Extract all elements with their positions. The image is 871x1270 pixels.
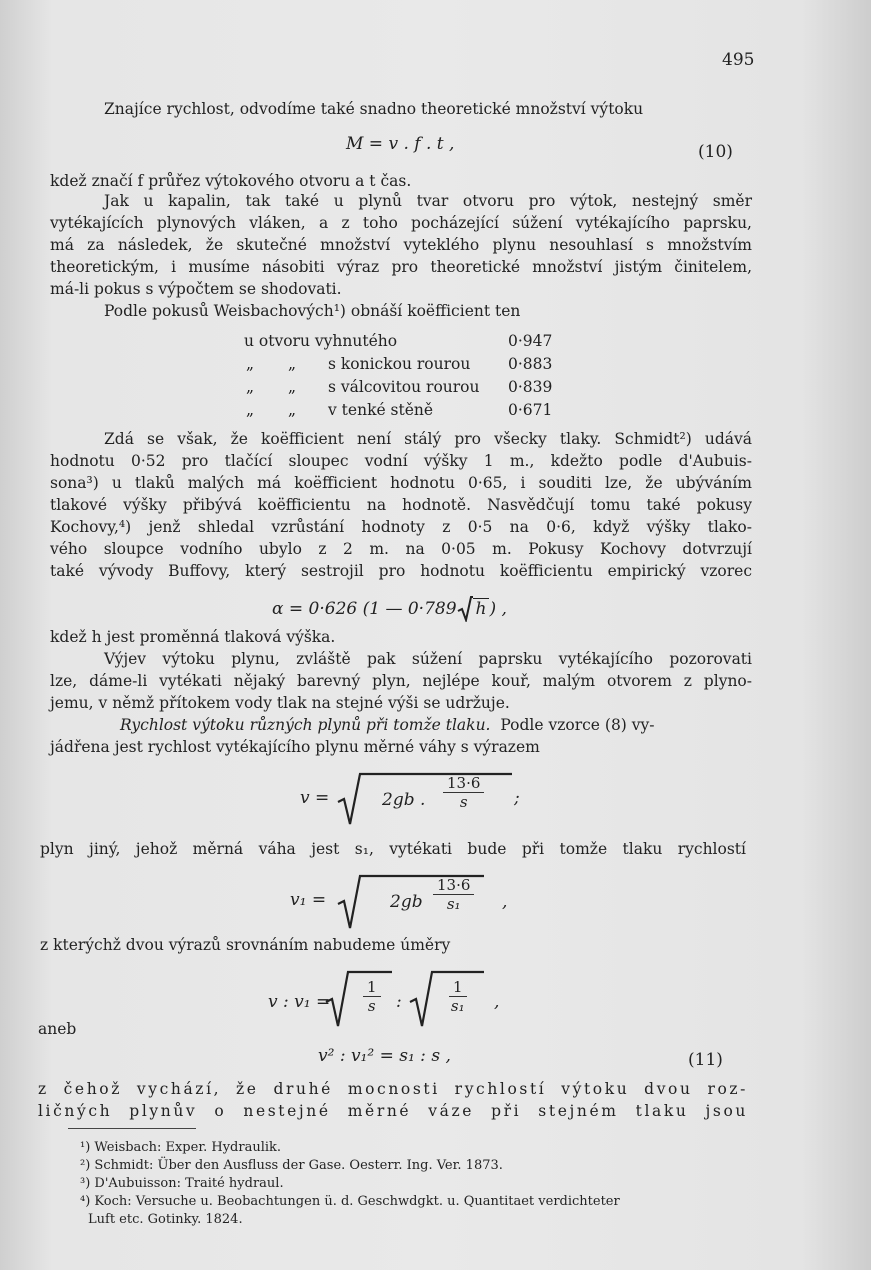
text-line: jádřena jest rychlost vytékajícího plynu měrné váhy s výrazem <box>50 738 540 756</box>
text-line: lze, dáme-li vytékati nějaký barevný plyn, nejlépe kouř, malým otvorem z plyno- <box>50 672 752 690</box>
table-ditto: „ <box>288 378 297 396</box>
text-line: má za následek, že skutečné množství vyteklého plynu nesouhlasí s množstvím <box>50 236 752 254</box>
table-row: u otvoru vyhnutého <box>244 332 398 350</box>
table-value: 0·947 <box>508 332 553 350</box>
footnote: Luft etc. Gotinky. 1824. <box>88 1212 243 1227</box>
equation-number-10: (10) <box>698 142 733 162</box>
text-line: Podle pokusů Weisbachových¹) obnáší koëfficient ten <box>104 302 521 320</box>
equation-number-11: (11) <box>688 1050 723 1070</box>
text-line: vého sloupce vodního ubylo z 2 m. na 0·05 m. Pokusy Kochovy dotvrzují <box>50 540 752 558</box>
text-line: z čehož vychází, že druhé mocnosti rychlostí výtoku dvou roz- <box>38 1080 748 1098</box>
text-line: má-li pokus s výpočtem se shodovati. <box>50 280 342 298</box>
table-desc: s válcovitou rourou <box>328 378 480 396</box>
text-line: Kochovy,⁴) jenž shledal vzrůstání hodnoty z 0·5 na 0·6, když výšky tlako- <box>50 518 752 536</box>
text-line: plyn jiný, jehož měrná váha jest s₁, vytékati bude při tomže tlaku rychlostí <box>40 840 746 858</box>
text-line: také vývody Buffovy, který sestrojil pro hodnotu koëfficientu empirický vzorec <box>50 562 752 580</box>
text-line: jemu, v němž přítokem vody tlak na stejné výši se udržuje. <box>50 694 510 712</box>
section-heading: Rychlost výtoku různých plynů při tomže tlaku. <box>120 716 491 734</box>
text-line: Zdá se však, že koëfficient není stálý pro všecky tlaky. Schmidt²) udává <box>104 430 752 448</box>
text-line: tlakové výšky přibývá koëfficientu na hodnotě. Nasvědčují tomu také pokusy <box>50 496 752 514</box>
radical-sign <box>408 968 488 1028</box>
radical-sign <box>336 770 516 828</box>
footnote-divider <box>68 1128 196 1129</box>
table-value: 0·883 <box>508 355 553 373</box>
text-line: Znajíce rychlost, odvodíme také snadno theoretické množství výtoku <box>104 100 644 118</box>
text-line: theoretickým, i musíme násobiti výraz pro theoretické množství jistým činitelem, <box>50 258 752 276</box>
alpha-equation: α = 0·626 (1 — 0·789 h ) , <box>272 596 507 622</box>
text-line: kdež značí f průřez výtokového otvoru a t čas. <box>50 172 412 190</box>
text-line: sona³) u tlaků malých má koëfficient hodnotu 0·65, i souditi lze, že ubýváním <box>50 474 752 492</box>
table-desc: v tenké stěně <box>328 401 434 419</box>
table-ditto: „ <box>246 378 255 396</box>
text-line: hodnotu 0·52 pro tlačící sloupec vodní výšky 1 m., kdežto podle d'Aubuis- <box>50 452 752 470</box>
text-line: Rychlost výtoku různých plynů při tomže tlaku. Podle vzorce (8) vy- <box>120 716 655 734</box>
footnote: ¹) Weisbach: Exper. Hydraulik. <box>80 1140 282 1155</box>
text-line: kdež h jest proměnná tlaková výška. <box>50 628 336 646</box>
table-ditto: „ <box>246 401 255 419</box>
text-line: z kterýchž dvou výrazů srovnáním nabudeme úměry <box>40 936 451 954</box>
page-number: 495 <box>722 50 755 70</box>
radical-sign <box>324 968 394 1028</box>
table-value: 0·671 <box>508 401 553 419</box>
footnote: ²) Schmidt: Über den Ausfluss der Gase. Oesterr. Ing. Ver. 1873. <box>80 1158 503 1173</box>
text-line: Jak u kapalin, tak také u plynů tvar otvoru pro výtok, nestejný směr <box>104 192 752 210</box>
footnote: ⁴) Koch: Versuche u. Beobachtungen ü. d. Geschwdgkt. u. Quantitaet verdichteter <box>80 1194 620 1209</box>
text-line: vytékajících plynových vláken, a z toho pocházející súžení vytékajícího paprsku, <box>50 214 752 232</box>
table-ditto: „ <box>246 355 255 373</box>
table-desc: s konickou rourou <box>328 355 471 373</box>
footnote: ³) D'Aubuisson: Traité hydraul. <box>80 1176 284 1191</box>
equation-11: v² : v₁² = s₁ : s , <box>318 1046 451 1066</box>
radical-sign <box>457 596 473 622</box>
table-value: 0·839 <box>508 378 553 396</box>
text-line: ličných plynův o nestejné měrné váze při stejném tlaku jsou <box>38 1102 748 1120</box>
table-ditto: „ <box>288 355 297 373</box>
text-line: aneb <box>38 1020 77 1038</box>
text-line: Výjev výtoku plynu, zvláště pak súžení paprsku vytékajícího pozorovati <box>104 650 752 668</box>
equation-10: M = v . f . t , <box>346 134 455 154</box>
book-page: 495 Znajíce rychlost, odvodíme také snadno theoretické množství výtoku M = v . f . t , (10) kdež značí f průřez výtokového otvoru a t čas. Jak u kapalin, tak také u plynů tvar otvoru pro výtok, nestejný směr vytékajících plynových vláken, a z toho pocházející súžení vytékajícího paprsku, má za následek, že skutečné množství vyteklého plynu nesouhlasí s množstvím theoretickým, i musíme násobiti výraz pro theoretické množství jistým činitelem, má-li pokus s výpočtem se shodovati. Podle pokusů Weisbachových¹) obnáší koëfficient ten u otvoru vyhnutého 0·947 „ „ s konickou rourou 0·883 „ „ s válcovitou rourou 0·839 „ „ v tenké stěně 0·671 Zdá se však, že koëfficient není stálý pro všecky tlaky. Schmidt²) udává hodnotu 0·52 pro tlačící sloupec vodní výšky 1 m., kdežto podle d'Aubuis- sona³) u tlaků malých má koëfficient hodnotu 0·65, i souditi lze, že ubýváním tlakové výšky přibývá koëfficientu na hodnotě. Nasvědčují tomu také pokusy Kochovy,⁴) jenž shledal vzrůstání hodnoty z 0·5 na 0·6, když výšky tlako- vého sloupce vodního ubylo z 2 m. na 0·05 m. Pokusy Kochovy dotvrzují také vývody Buffovy, který sestrojil pro hodnotu koëfficientu empirický vzorec α = 0·626 (1 — 0·789 h ) , kdež h jest proměnná tlaková výška. Výjev výtoku plynu, zvláště pak súžení paprsku vytékajícího pozorovati lze, dáme-li vytékati nějaký barevný plyn, nejlépe kouř, malým otvorem z plyno- jemu, v němž přítokem vody tlak na stejné výši se udržuje. Rychlost výtoku různých plynů při tomže tlaku. Podle vzorce (8) vy- jádřena jest rychlost vytékajícího plynu měrné váhy s výrazem v = 2gb . $\frac{13\cdot 6}{s}$ ; plyn jiný, jehož měrná váha jest s₁, vytékati bude při tomže tlaku rychlostí v₁ = 2gb $\frac{13\cdot 6}{\text{s₁}}$ , z kterýchž dvou výrazů srovnáním nabudeme úměry v : v₁ = $\frac{1}{s}$ : $\frac{1}{\text{s₁}}$ , aneb v² : v₁² = s₁ : s , (11) z čehož vychází, že druhé mocnosti rychlostí výtoku dvou roz- ličných plynův o nestejné měrné váze při stejném tlaku jsou ¹) Weisbach: Exper. Hydraulik. ²) Schmidt: Über den Ausfluss der Gase. Oesterr. Ing. Ver. 1873. ³) D'Aubuisson: Traité hydraul. ⁴) Koch: Versuche u. Beobachtungen ü. d. Geschwdgkt. u. Quantitaet verdichteter Luft etc. Gotinky. 1824. <box>0 0 871 1270</box>
table-ditto: „ <box>288 401 297 419</box>
